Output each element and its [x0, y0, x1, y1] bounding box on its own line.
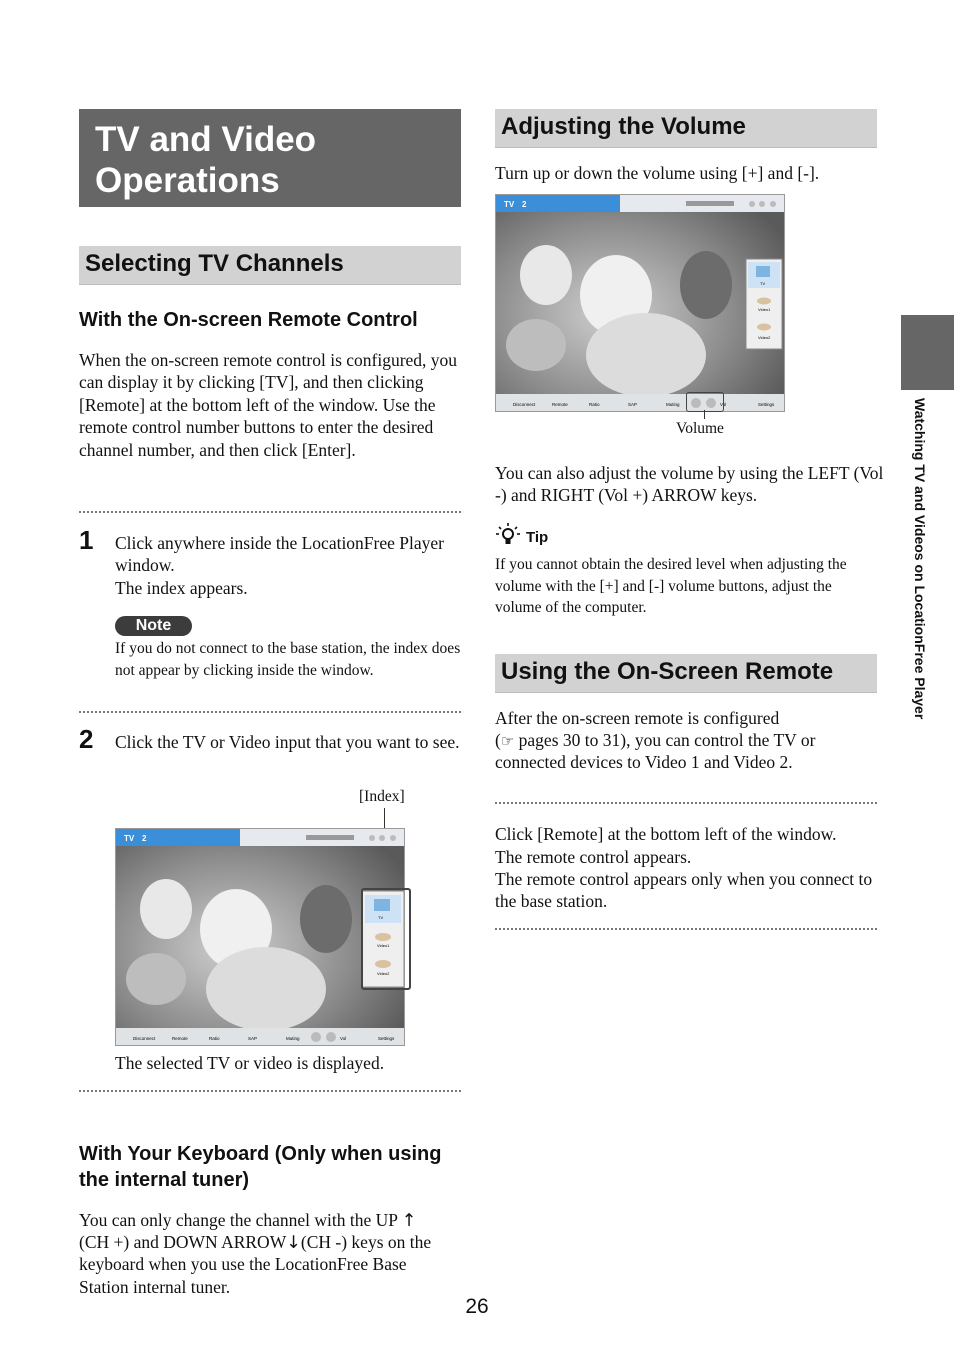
screen-index-video2: Video2	[377, 971, 390, 976]
screen-index-tv: TV	[378, 915, 384, 920]
remote-text-line2: (☞ pages 30 to 31), you can control the TV or	[495, 730, 816, 750]
tip-label: Tip	[526, 529, 549, 546]
note-badge: Note	[115, 616, 192, 636]
remote-text-line3: connected devices to Video 1 and Video 2.	[495, 752, 793, 772]
index-highlight-frame	[361, 888, 411, 990]
subheading-onscreen-remote: With the On-screen Remote Control	[79, 309, 418, 331]
page-number: 26	[465, 1295, 489, 1318]
btn-sap: SAP	[248, 1036, 258, 1041]
keyboard-text-line3: keyboard when you use the LocationFree Base	[79, 1254, 407, 1274]
step-2-number: 2	[79, 724, 94, 754]
screen-index-video1: Video1	[758, 307, 771, 312]
btn-vol: Vol	[720, 402, 727, 407]
remote-text-line1: After the on-screen remote is configured	[495, 708, 780, 728]
chapter-title-box	[79, 109, 461, 207]
btn-remote: Remote	[172, 1036, 188, 1041]
step-2-text: Click the TV or Video input that you want to see.	[115, 732, 460, 752]
remote-step-result: The remote control appears.	[495, 847, 692, 867]
divider	[79, 511, 461, 513]
btn-muting: Muting	[666, 402, 680, 407]
side-tab-marker	[901, 315, 954, 390]
volume-callout-label: Volume	[676, 420, 724, 437]
step-1-result: The index appears.	[115, 578, 248, 598]
volume-highlight-frame	[686, 392, 727, 412]
down-arrow-icon: ↓	[286, 1233, 301, 1253]
divider	[495, 802, 877, 804]
tip-text: If you cannot obtain the desired level when adjusting the volume with the [+] and [-] volume buttons, adjust the volume of the computer.	[495, 556, 847, 616]
divider	[495, 928, 877, 930]
divider	[79, 711, 461, 713]
btn-ratio: Ratio	[209, 1036, 220, 1041]
screen-tv-label: TV	[124, 834, 135, 843]
screen-index-tv: TV	[760, 281, 766, 286]
chapter-title: TV and Video Operations	[95, 120, 317, 200]
onscreen-remote-description: When the on-screen remote control is configured, you can display it by clicking [TV], and then clicking [Remote] at the bottom left of the window. Use the remote control number buttons to enter the desired channel number, and then click [Enter].	[79, 350, 458, 460]
btn-vol: Vol	[340, 1036, 347, 1041]
note-text: If you do not connect to the base station, the index does not appear by clicking inside the window.	[115, 640, 461, 679]
player-screenshot-volume	[495, 194, 785, 412]
page-reference-icon: ☞	[500, 732, 515, 750]
btn-sap: SAP	[628, 402, 638, 407]
step-1-number: 1	[79, 525, 94, 555]
side-tab-label: Watching TV and Videos on LocationFree Player	[912, 398, 928, 720]
keyboard-text-line4: Station internal tuner.	[79, 1277, 231, 1297]
btn-disconnect: Disconnect	[513, 402, 536, 407]
screen-index-video2: Video2	[758, 335, 771, 340]
btn-ratio: Ratio	[589, 402, 600, 407]
step-1-text: Click anywhere inside the LocationFree Player window.	[115, 533, 444, 576]
screen-channel: 2	[522, 200, 527, 209]
btn-settings: Settings	[378, 1036, 395, 1041]
section-onscreen-remote: Using the On-Screen Remote	[495, 654, 877, 693]
keyboard-text-line1: You can only change the channel with the UP ↑	[79, 1210, 417, 1231]
section-adjusting-volume: Adjusting the Volume	[495, 109, 877, 148]
tip-icon	[495, 522, 521, 553]
index-callout-label: [Index]	[359, 788, 405, 805]
btn-settings: Settings	[758, 402, 775, 407]
remote-step-text: Click [Remote] at the bottom left of the window.	[495, 824, 837, 844]
divider	[79, 1090, 461, 1092]
btn-disconnect: Disconnect	[133, 1036, 156, 1041]
subheading-keyboard: With Your Keyboard (Only when using the internal tuner)	[79, 1143, 442, 1191]
volume-intro: Turn up or down the volume using [+] and [-].	[495, 163, 820, 183]
btn-remote: Remote	[552, 402, 568, 407]
screen-index-video1: Video1	[377, 943, 390, 948]
btn-muting: Muting	[286, 1036, 300, 1041]
screenshot-caption: The selected TV or video is displayed.	[115, 1053, 385, 1073]
screen-channel: 2	[142, 834, 147, 843]
remote-step-note: The remote control appears only when you connect to the base station.	[495, 869, 873, 912]
keyboard-text-line2: (CH +) and DOWN ARROW↓(CH -) keys on the	[79, 1232, 432, 1253]
volume-body: You can also adjust the volume by using the LEFT (Vol -) and RIGHT (Vol +) ARROW keys.	[495, 463, 884, 506]
section-selecting-tv-channels: Selecting TV Channels	[79, 246, 461, 285]
up-arrow-icon: ↑	[401, 1211, 417, 1231]
screen-tv-label: TV	[504, 200, 515, 209]
